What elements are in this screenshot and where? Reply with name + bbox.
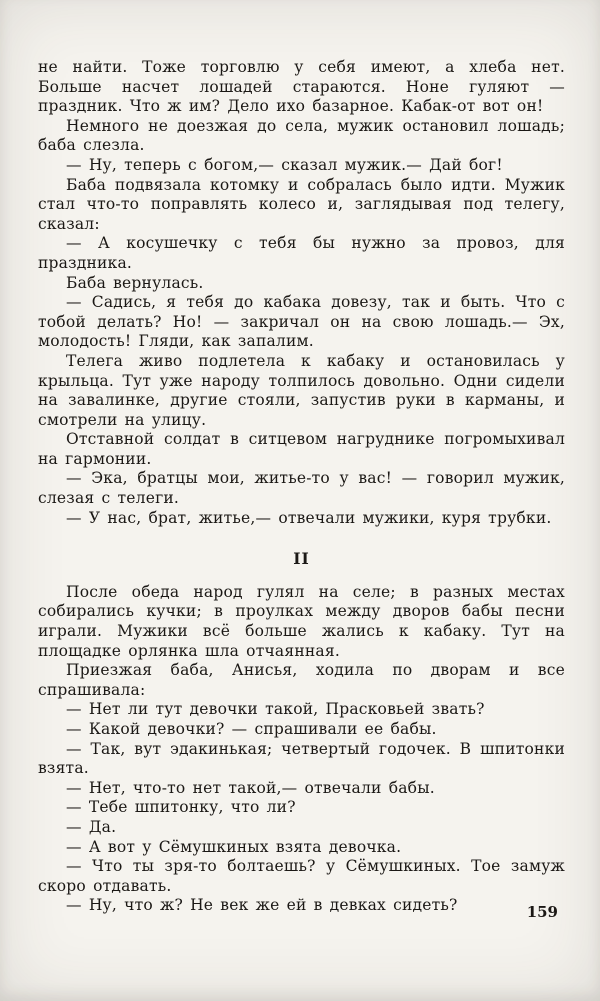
paragraph: Баба подвязала котомку и собралась было идти. Мужик стал что-то поправлять колесо и, заглядывая под телегу, сказал:: [38, 175, 565, 233]
paragraph: — А косушечку с тебя бы нужно за провоз, для праздника.: [38, 234, 565, 272]
paragraph: — Ну, что ж? Не век же ей в девках сидеть?: [66, 896, 458, 915]
paragraph: Приезжая баба, Анисья, ходила по дворам и все спрашивала:: [38, 661, 565, 699]
paragraph: — А вот у Сёмушкиных взята девочка.: [66, 837, 402, 856]
paragraph: — Какой девочки? — спрашивали ее бабы.: [66, 720, 437, 738]
paragraph: — У нас, брат, житье,— отвечали мужики, куря трубки.: [66, 508, 552, 527]
paragraph: Баба вернулась.: [66, 273, 204, 292]
paragraph: не найти. Тоже торговлю у себя имеют, а хлеба нет. Больше насчет лошадей стараются. Ноне гуляют — праздник. Что ж им? Дело ихо базарное. Кабак-от вот он!: [38, 58, 565, 116]
paragraph: — Эка, братцы мои, житье-то у вас! — говорил мужик, слезая с телеги.: [38, 469, 565, 508]
paragraph: — Так, вут эдакинькая; четвертый годочек. В шпитонки взята.: [38, 739, 565, 778]
paragraph: — Нет, что-то нет такой,— отвечали бабы.: [66, 778, 435, 797]
text-block: [38, 58, 565, 916]
paragraph: — Да.: [66, 817, 117, 836]
paragraph: — Садись, я тебя до кабака довезу, так и быть. Что с тобой делать? Но! — закричал он на свою лошадь.— Эх, молодость! Гляди, как запалим.: [38, 293, 565, 351]
paragraph: Телега живо подлетела к кабаку и остановилась у крыльца. Тут уже народу толпилось довольно. Одни сидели на завалинке, другие стояли, запустив руки в карманы, и смотрели на улицу.: [38, 351, 565, 429]
paragraph: После обеда народ гулял на селе; в разных местах собирались кучки; в проулках между дворов бабы песни играли. Мужики всё больше жались к кабаку. Тут на площадке орлянка шла отчаянная.: [38, 582, 565, 660]
page-number: 159: [526, 903, 558, 921]
paragraph: — Что ты зря-то болтаешь? у Сёмушкиных. Тое замуж скоро отдавать.: [38, 857, 565, 895]
paragraph: — Тебе шпитонку, что ли?: [66, 798, 296, 817]
paragraph: Отставной солдат в ситцевом нагруднике погромыхивал на гармонии.: [38, 430, 565, 468]
paragraph: — Нет ли тут девочки такой, Прасковьей звать?: [66, 700, 485, 719]
section-heading: II: [293, 549, 310, 569]
paragraph: Немного не доезжая до села, мужик остановил лошадь; баба слезла.: [38, 116, 565, 155]
paragraph: — Ну, теперь с богом,— сказал мужик.— Дай бог!: [66, 155, 503, 174]
